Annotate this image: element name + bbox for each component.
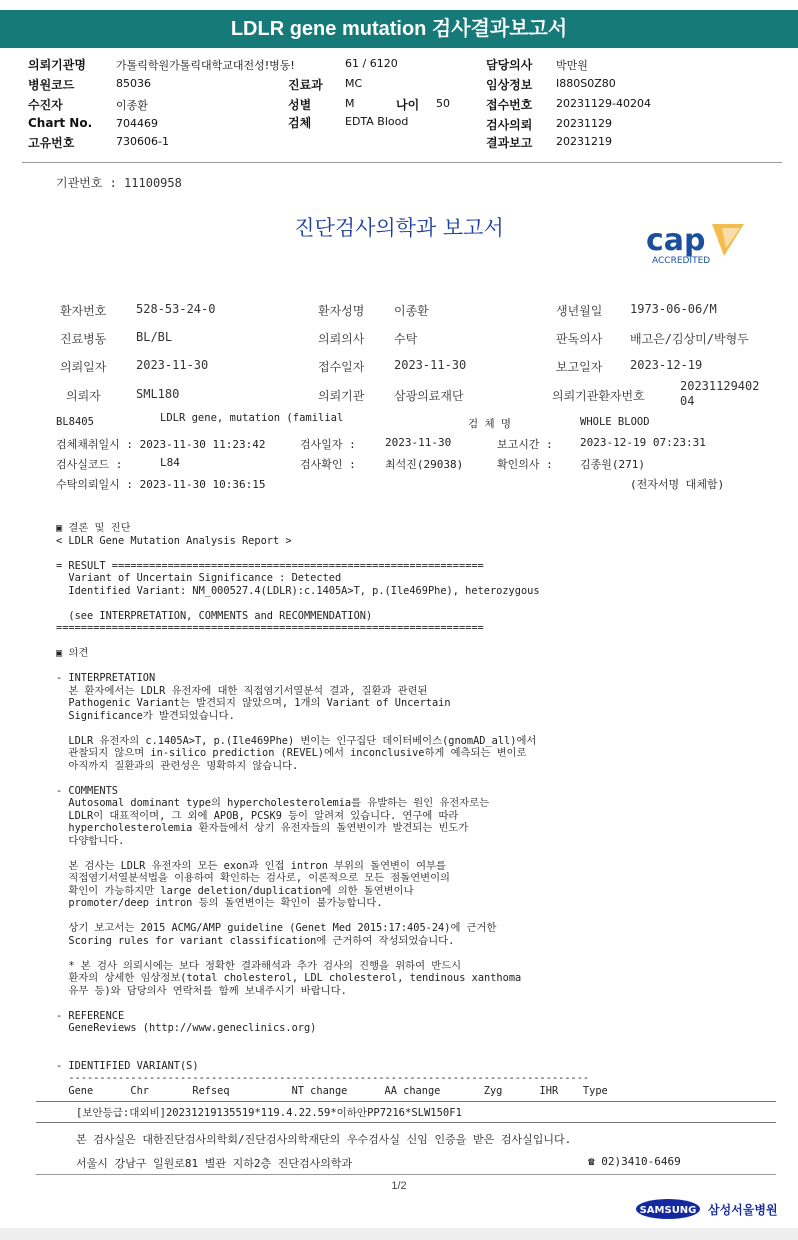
doctor-label: 담당의사: [486, 58, 533, 72]
report-line: [56, 772, 608, 785]
report-line: ▣ 의견: [56, 647, 89, 659]
test-confirm-value: 최석진(29038): [385, 458, 464, 471]
request-date-label: 검사의뢰: [486, 118, 533, 132]
report-line: Pathogenic Variant는 발견되지 않았으며, 1개의 Variant of Uncertain: [56, 697, 451, 709]
sex-label: 성별: [288, 98, 312, 112]
report-line: promoter/deep intron 등의 돌연변이는 확인이 불가능합니다.: [56, 897, 383, 909]
header-divider: [22, 162, 782, 163]
requesting-institution-label: 의뢰기관: [318, 389, 365, 403]
report-line: [56, 597, 608, 610]
patient-label: 수진자: [28, 98, 63, 112]
report-line: =====================================================================: [56, 622, 484, 634]
accession-value: 20231129-40204: [556, 97, 651, 110]
report-line: 상기 보고서는 2015 ACMG/AMP guideline (Genet Med 2015:17:405-24)에 근거한: [56, 922, 497, 934]
signature-note: (전자서명 대체함): [630, 478, 725, 491]
report-line: [56, 847, 608, 860]
result-date-label: 결과보고: [486, 136, 533, 150]
result-date-value: 20231219: [556, 135, 612, 148]
receipt-date-label: 접수일자: [318, 360, 365, 374]
samsung-hospital-logo: [636, 1196, 780, 1226]
test-code: BL8405: [56, 416, 94, 428]
accession-label: 접수번호: [486, 98, 533, 112]
specimen-value: EDTA Blood: [345, 115, 409, 128]
cap-logo-sub: ACCREDITED: [652, 256, 711, 266]
requester-id-label: 의뢰자: [66, 389, 101, 403]
specimen-name-value: WHOLE BLOOD: [580, 416, 650, 428]
samsung-hospital-text: 삼성서울병원: [708, 1203, 778, 1217]
report-date-label: 보고일자: [556, 360, 603, 374]
ward-label: 진료병동: [60, 332, 107, 346]
report-line: 환자의 상세한 임상정보(total cholesterol, LDL cholesterol, tendinous xanthoma: [56, 972, 522, 984]
birth-date-value: 1973-06-06/M: [630, 302, 717, 316]
report-line: [56, 660, 608, 673]
requester-id-value: SML180: [136, 387, 180, 401]
unique-no-label: 고유번호: [28, 136, 75, 150]
order-date-label: 의뢰일자: [60, 360, 107, 374]
report-line: 다양합니다.: [56, 834, 125, 847]
report-line: Significance가 발견되었습니다.: [56, 709, 235, 722]
report-line: - REFERENCE: [56, 1009, 125, 1022]
report-body: [56, 522, 608, 1097]
ordering-doctor-value: 수탁: [394, 332, 418, 346]
order-date-value: 2023-11-30: [136, 358, 209, 372]
report-line: LDLR 유전자의 c.1405A>T, p.(Ile469Phe) 변이는 인구집단 데이터베이스(gnomAD_all)에서: [56, 734, 537, 747]
cap-logo-icon: [640, 218, 750, 268]
bottom-band: [0, 1228, 798, 1240]
specimen-name-label: 검 체 명: [468, 418, 512, 430]
reading-doctor-value: 배고은/김상미/박형두: [630, 332, 749, 346]
cap-logo-text: cap: [646, 223, 706, 258]
report-line: (see INTERPRETATION, COMMENTS and RECOMMENDATION): [56, 609, 373, 622]
report-line: hypercholesterolemia 환자들에서 상기 유전자들의 돌연변이가 발견되는 빈도가: [56, 822, 469, 834]
birth-date-label: 생년월일: [556, 304, 603, 318]
report-line: GeneReviews (http://www.geneclinics.org): [56, 1022, 317, 1034]
confirm-doctor-label: 확인의사 :: [497, 458, 553, 471]
consignment-datetime: 수탁의뢰일시 : 2023-11-30 10:36:15: [56, 478, 266, 491]
specimen-label: 검체: [288, 116, 312, 130]
report-line: Variant of Uncertain Significance : Detected: [56, 572, 342, 584]
report-line: [56, 997, 608, 1010]
report-line: [56, 635, 608, 648]
sex-value: M: [345, 97, 355, 110]
report-line: 확인이 가능하지만 large deletion/duplication에 의한 돌연변이나: [56, 884, 414, 897]
patient-no-value: 528-53-24-0: [136, 302, 216, 316]
footer-divider-mid: [36, 1122, 776, 1123]
requester-label: 의뢰기관명: [28, 58, 86, 72]
reading-doctor-label: 판독의사: [556, 332, 603, 346]
security-line: [보안등급:대외비]20231219135519*119.4.22.59*이하안PP7216*SLW150F1: [76, 1107, 462, 1119]
report-time-value: 2023-12-19 07:23:31: [580, 436, 706, 449]
footer-certification: 본 검사실은 대한진단검사의학회/진단검사의학재단의 우수검사실 신임 인증을 받은 검사실입니다.: [76, 1133, 572, 1146]
test-date-label: 검사일자 :: [300, 438, 356, 451]
patient-name-value: 이종환: [394, 304, 429, 318]
samsung-brand-text: SAMSUNG: [639, 1205, 697, 1216]
cap-accredited-logo: [640, 218, 750, 268]
receipt-date-value: 2023-11-30: [394, 358, 467, 372]
patient-value: 이종환: [116, 99, 148, 112]
report-title-bar: LDLR gene mutation 검사결과보고서: [0, 10, 798, 48]
institution-patient-no-label: 의뢰기관환자번호: [552, 389, 645, 403]
lab-code-label: 검사실코드 :: [56, 458, 123, 471]
ward-value: 61 / 6120: [345, 57, 398, 70]
age-label: 나이: [396, 98, 420, 112]
report-line: [56, 1047, 608, 1060]
samsung-logo-icon: [636, 1196, 780, 1222]
dept-value: MC: [345, 77, 363, 90]
footer-divider-bottom: [36, 1174, 776, 1175]
report-time-label: 보고시간 :: [497, 438, 553, 451]
hospital-code-value: 85036: [116, 77, 151, 90]
footer-phone: ☎ 02)3410-6469: [588, 1155, 681, 1168]
collection-datetime: 검체채취일시 : 2023-11-30 11:23:42: [56, 438, 266, 451]
request-date-value: 20231129: [556, 117, 612, 130]
lab-code-value: L84: [160, 456, 180, 469]
report-line: [56, 947, 608, 960]
page-number: 1/2: [391, 1180, 407, 1192]
report-line: = RESULT ============================================================: [56, 559, 484, 572]
report-line: Identified Variant: NM_000527.4(LDLR):c.1405A>T, p.(Ile469Phe), heterozygous: [56, 584, 540, 597]
test-date-value: 2023-11-30: [385, 436, 452, 449]
report-line: * 본 검사 의뢰시에는 보다 정확한 결과해석과 추가 검사의 진행을 위하여 반드시: [56, 959, 462, 972]
report-line: ------------------------------------------------------------------------------------: [56, 1072, 590, 1084]
report-line: 본 환자에서는 LDLR 유전자에 대한 직접염기서열분석 결과, 질환과 관련된: [56, 684, 428, 697]
report-line: [56, 547, 608, 560]
report-line: Scoring rules for variant classification에 근거하여 작성되었습니다.: [56, 934, 455, 947]
report-line: 본 검사는 LDLR 유전자의 모든 exon과 인접 intron 부위의 돌연변이 여부를: [56, 859, 446, 872]
patient-no-label: 환자번호: [60, 304, 107, 318]
clinical-info-value: I880S0Z80: [556, 77, 616, 90]
institution-patient-no-value: 2023112940204: [680, 379, 760, 408]
report-line: 아직까지 질환과의 관련성은 명확하지 않습니다.: [56, 759, 299, 772]
ordering-doctor-label: 의뢰의사: [318, 332, 365, 346]
requesting-institution-value: 삼광의료재단: [394, 389, 464, 403]
report-line: < LDLR Gene Mutation Analysis Report >: [56, 534, 292, 547]
report-line: ▣ 결론 및 진단: [56, 522, 131, 534]
report-line: Gene Chr Refseq NT change AA change Zyg IHR Type: [56, 1084, 608, 1097]
chart-no-value: 704469: [116, 117, 158, 130]
report-line: 관찰되지 않으며 in-silico prediction (REVEL)에서 inconclusive하게 예측되는 변이로: [56, 747, 527, 759]
ward-code-value: BL/BL: [136, 330, 173, 344]
report-line: 직접염기서열분석법을 이용하여 확인하는 검사로, 이론적으로 모든 점돌연변이의: [56, 872, 450, 884]
chart-no-label: Chart No.: [28, 116, 93, 130]
footer-divider-top: [36, 1101, 776, 1102]
report-line: - COMMENTS: [56, 784, 118, 797]
report-title: 진단검사의학과 보고서: [294, 216, 504, 240]
doctor-value: 박만원: [556, 59, 588, 72]
report-line: Autosomal dominant type의 hypercholesterolemia를 유발하는 원인 유전자로는: [56, 797, 490, 809]
footer-address: 서울시 강남구 일원로81 별관 지하2층 진단검사의학과: [76, 1157, 353, 1170]
report-date-value: 2023-12-19: [630, 358, 703, 372]
institution-number: 기관번호 : 11100958: [56, 176, 182, 190]
report-line: 유무 등)와 담당의사 연락처를 함께 보내주시기 바랍니다.: [56, 984, 347, 997]
report-line: - INTERPRETATION: [56, 672, 156, 684]
report-line: LDLR이 대표적이며, 그 외에 APOB, PCSK9 등이 알려져 있습니다. 연구에 따라: [56, 809, 459, 822]
patient-name-label: 환자성명: [318, 304, 365, 318]
confirm-doctor-value: 김종원(271): [580, 458, 645, 471]
report-line: [56, 722, 608, 735]
test-name: LDLR gene, mutation (familial: [160, 412, 344, 424]
requester-value: 가톨릭학원가톨릭대학교대전성!병동!: [116, 59, 295, 72]
clinical-info-label: 임상정보: [486, 78, 533, 92]
report-line: [56, 910, 608, 923]
age-value: 50: [436, 97, 450, 110]
test-confirm-label: 검사확인 :: [300, 458, 356, 471]
unique-no-value: 730606-1: [116, 135, 169, 148]
dept-label: 진료과: [288, 78, 323, 92]
report-line: - IDENTIFIED VARIANT(S): [56, 1059, 199, 1072]
report-line: [56, 1035, 608, 1048]
hospital-code-label: 병원코드: [28, 78, 75, 92]
